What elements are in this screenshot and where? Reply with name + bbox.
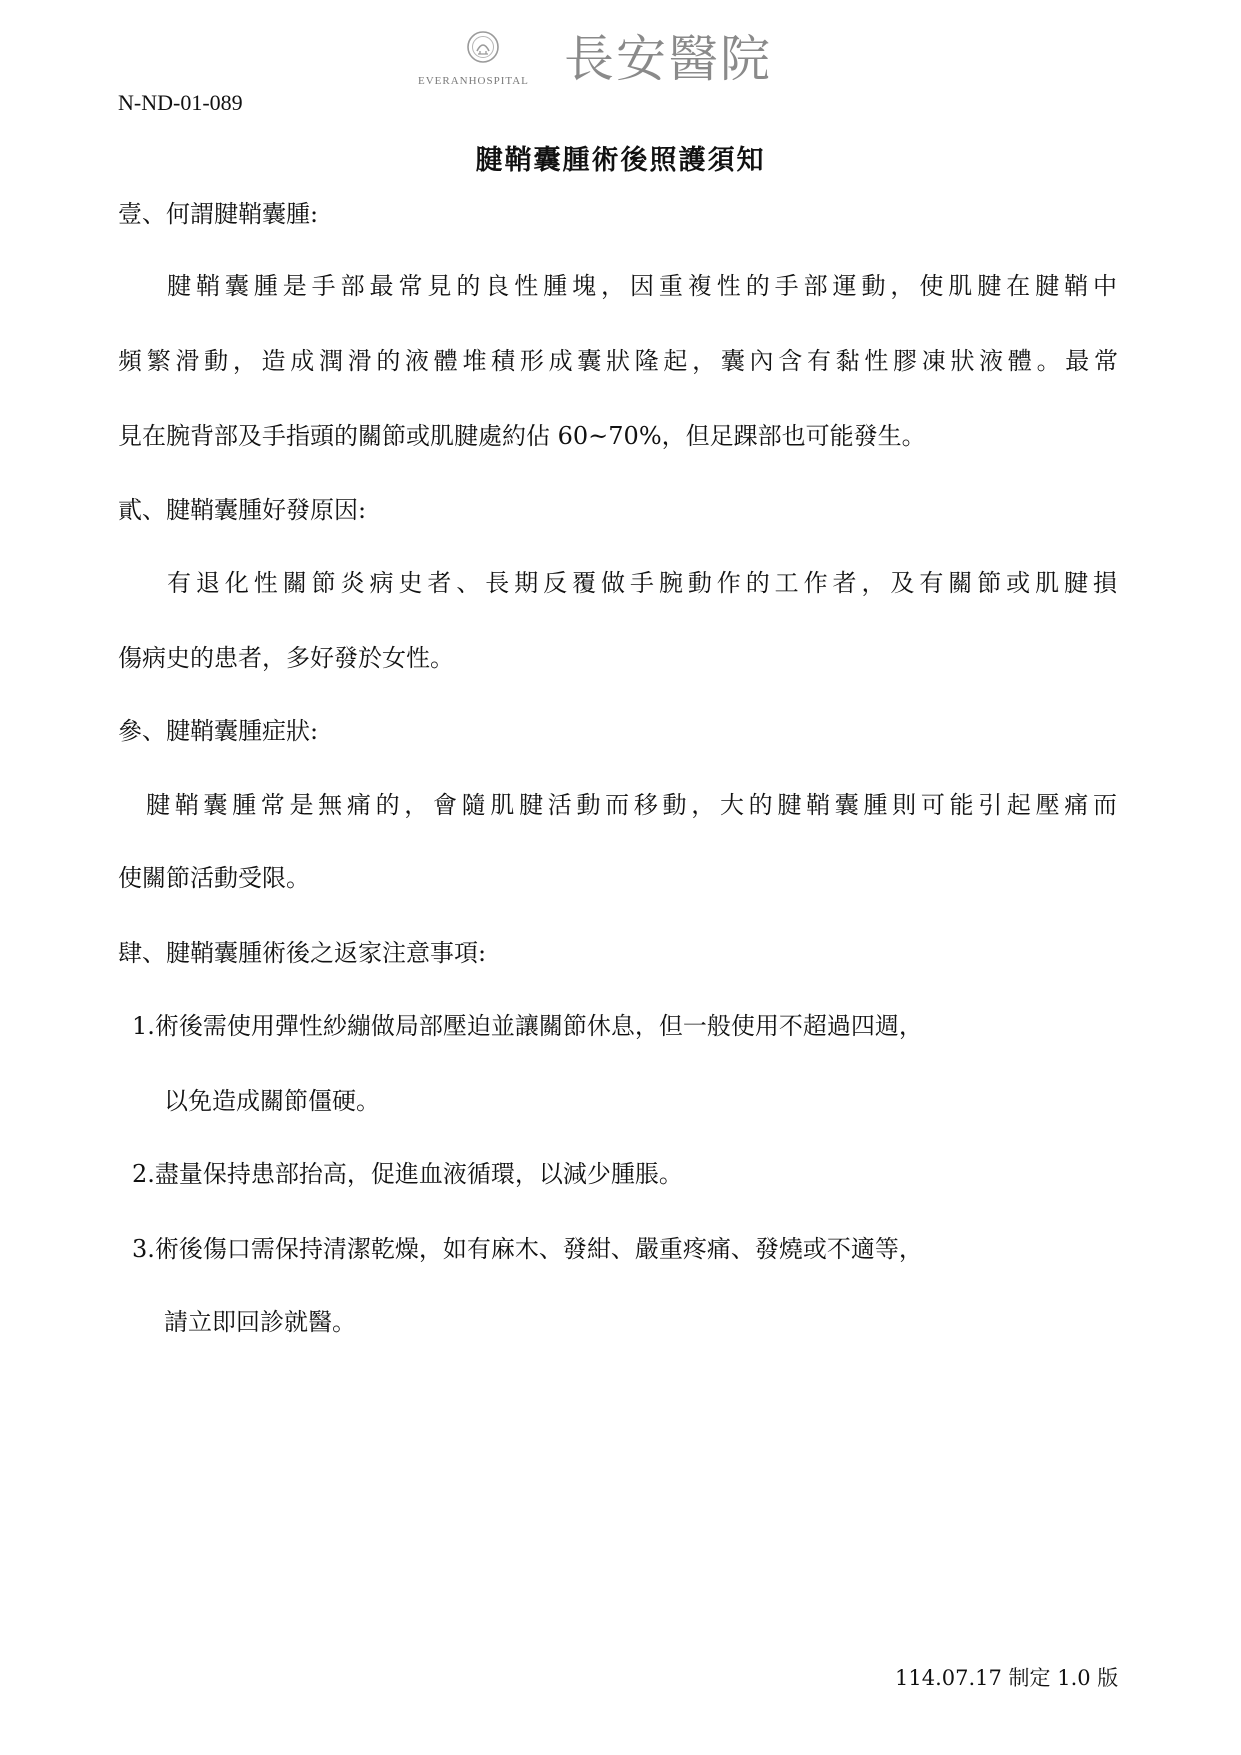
section-3-heading: 參、腱鞘囊腫症狀: <box>118 717 319 745</box>
section-1-heading: 壹、何謂腱鞘囊腫: <box>118 200 319 228</box>
care-item-2: 2.盡量保持患部抬高，促進血液循環，以減少腫脹。 <box>132 1160 683 1188</box>
section-1-line-3: 見在腕背部及手指頭的關節或肌腱處約佔 60~70%，但足踝部也可能發生。 <box>118 422 926 450</box>
logo-chinese-name: 長安醫院 <box>564 30 772 88</box>
document-code: N-ND-01-089 <box>118 90 243 115</box>
care-item-1-continued: 以免造成關節僵硬。 <box>164 1087 380 1115</box>
hospital-emblem-icon <box>466 30 500 64</box>
section-1-line-2: 頻繁滑動，造成潤滑的液體堆積形成囊狀隆起，囊內含有黏性膠凍狀液體。最常 <box>118 347 1118 375</box>
care-item-1: 1.術後需使用彈性紗繃做局部壓迫並讓關節休息，但一般使用不超過四週， <box>132 1012 923 1040</box>
care-item-3: 3.術後傷口需保持清潔乾燥，如有麻木、發紺、嚴重疼痛、發燒或不適等， <box>132 1235 923 1263</box>
hospital-logo <box>418 28 838 90</box>
care-item-3-continued: 請立即回診就醫。 <box>164 1308 356 1336</box>
version-footer: 114.07.17 制定 1.0 版 <box>895 1666 1119 1690</box>
logo-english-name: EVERANHOSPITAL <box>418 75 529 87</box>
section-2-heading: 貳、腱鞘囊腫好發原因: <box>118 496 367 524</box>
page-title: 腱鞘囊腫術後照護須知 <box>475 145 766 176</box>
section-2-line-1: 有退化性關節炎病史者、長期反覆做手腕動作的工作者，及有關節或肌腱損 <box>167 569 1117 597</box>
section-3-line-1: 腱鞘囊腫常是無痛的，會隨肌腱活動而移動，大的腱鞘囊腫則可能引起壓痛而 <box>146 791 1117 819</box>
section-4-heading: 肆、腱鞘囊腫術後之返家注意事項: <box>118 939 487 967</box>
section-1-line-1: 腱鞘囊腫是手部最常見的良性腫塊，因重複性的手部運動，使肌腱在腱鞘中 <box>167 272 1117 300</box>
section-2-line-2: 傷病史的患者，多好發於女性。 <box>118 644 454 672</box>
section-3-line-2: 使關節活動受限。 <box>118 864 310 892</box>
